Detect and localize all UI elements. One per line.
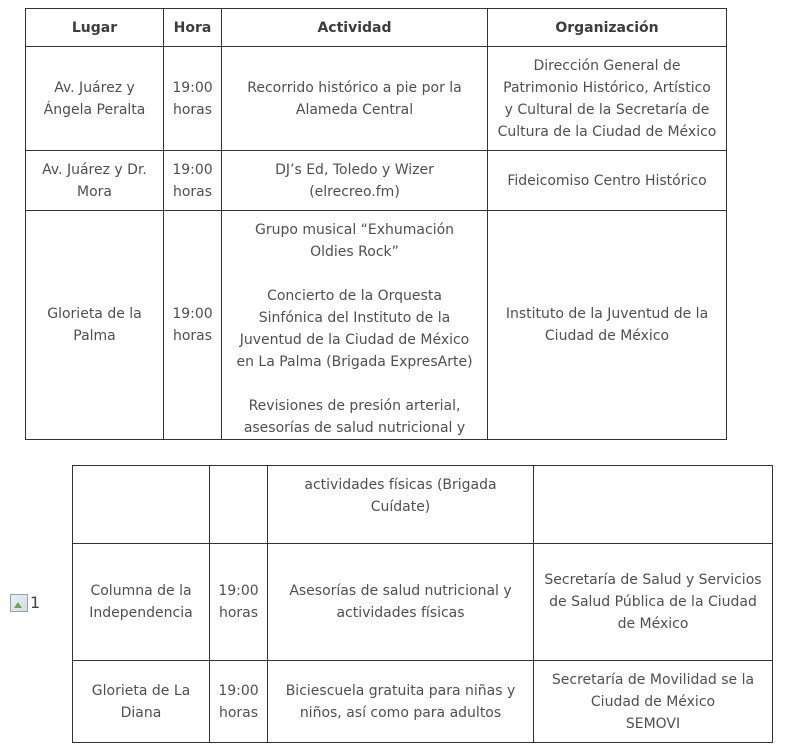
cell-lugar xyxy=(73,544,210,661)
cell-lugar xyxy=(73,661,210,743)
cell-line: en La Palma (Brigada ExpresArte) xyxy=(236,354,473,370)
cell-hora xyxy=(164,211,222,440)
table-row xyxy=(73,544,773,661)
cell-line: actividades físicas (Brigada xyxy=(304,477,497,493)
table-row xyxy=(73,466,773,544)
cell-line: Oldies Rock” xyxy=(310,244,399,260)
cell-line: Independencia xyxy=(89,605,193,621)
header-lugar: Lugar xyxy=(26,9,164,47)
cell-line: 19:00 xyxy=(172,161,213,178)
cell-line: niños, así como para adultos xyxy=(299,704,502,721)
cell-line: Alameda Central xyxy=(295,101,414,118)
cell-line: 19:00 xyxy=(218,682,259,699)
cell-line: actividades físicas xyxy=(336,605,465,621)
cell-line: Secretaría de Salud y Servicios xyxy=(544,572,762,588)
cell-line: Patrimonio Histórico, Artístico xyxy=(503,79,711,96)
cell-line: horas xyxy=(172,183,213,200)
cell-line: Cultura de la Ciudad de México xyxy=(497,123,717,140)
cell-lugar xyxy=(73,466,210,544)
cell-line: Instituto de la Juventud de la xyxy=(505,306,709,322)
cell-line: DJ’s Ed, Toledo y Wizer xyxy=(275,161,434,178)
cell-organizacion xyxy=(534,661,773,743)
cell-line: Av. Juárez y Dr. xyxy=(42,161,147,178)
cell-line: Grupo musical “Exhumación xyxy=(254,222,455,238)
cell-line: Biciescuela gratuita para niñas y xyxy=(285,682,516,699)
broken-image xyxy=(10,593,40,612)
cell-line: 19:00 xyxy=(218,583,259,599)
cell-line: Columna de la xyxy=(90,583,192,599)
cell-line: horas xyxy=(172,328,213,344)
cell-line: horas xyxy=(218,704,259,721)
cell-line: Cuídate) xyxy=(370,499,431,515)
cell-line: asesorías de salud nutricional y xyxy=(243,420,466,436)
cell-hora xyxy=(210,544,268,661)
cell-actividad xyxy=(222,151,488,211)
table-row xyxy=(73,661,773,743)
cell-line: Sinfónica del Instituto de la xyxy=(258,310,451,326)
cell-hora xyxy=(210,466,268,544)
cell-actividad xyxy=(222,211,488,440)
cell-hora xyxy=(210,661,268,743)
paragraph-gap xyxy=(228,373,481,395)
cell-organizacion xyxy=(488,47,727,151)
header-actividad: Actividad xyxy=(222,9,488,47)
cell-line: 19:00 xyxy=(172,79,213,96)
cell-actividad xyxy=(268,661,534,743)
table-row xyxy=(26,211,727,440)
header-organizacion: Organización xyxy=(488,9,727,47)
cell-line: SEMOVI xyxy=(625,715,681,732)
cell-line: Glorieta de la xyxy=(47,306,142,322)
events-table-part-1 xyxy=(25,8,727,440)
cell-line: Ciudad de México xyxy=(544,328,670,344)
cell-line: Ciudad de México xyxy=(590,693,716,710)
cell-line: horas xyxy=(218,605,259,621)
cell-line: Dirección General de xyxy=(533,57,681,74)
table-row xyxy=(26,151,727,211)
cell-actividad xyxy=(222,47,488,151)
cell-organizacion xyxy=(534,544,773,661)
table-row xyxy=(26,47,727,151)
paragraph-gap xyxy=(228,263,481,285)
cell-line: 19:00 xyxy=(172,306,213,322)
cell-line: Revisiones de presión arterial, xyxy=(248,398,461,414)
cell-line: Recorrido histórico a pie por la xyxy=(247,79,462,96)
cell-line: de Salud Pública de la Ciudad xyxy=(549,594,757,610)
cell-lugar xyxy=(26,151,164,211)
image-alt-text: 1 xyxy=(30,593,41,612)
cell-hora xyxy=(164,151,222,211)
cell-line: Av. Juárez y xyxy=(54,79,135,96)
cell-line: de México xyxy=(617,616,689,632)
cell-hora xyxy=(164,47,222,151)
cell-line: Mora xyxy=(77,183,112,200)
cell-line: y Cultural de la Secretaría de xyxy=(504,101,710,118)
events-table-part-2 xyxy=(72,465,773,743)
cell-line: Fideicomiso Centro Histórico xyxy=(507,172,707,189)
cell-actividad xyxy=(268,544,534,661)
cell-line: Ángela Peralta xyxy=(43,101,146,118)
cell-line: (elrecreo.fm) xyxy=(309,183,400,200)
cell-lugar xyxy=(26,211,164,440)
cell-line: Secretaría de Movilidad se la xyxy=(551,671,755,688)
cell-line: Diana xyxy=(120,704,162,721)
cell-lugar xyxy=(26,47,164,151)
cell-line: Glorieta de La xyxy=(91,682,191,699)
header-hora: Hora xyxy=(164,9,222,47)
cell-line: Palma xyxy=(73,328,116,344)
cell-organizacion xyxy=(488,151,727,211)
cell-organizacion xyxy=(534,466,773,544)
header-row xyxy=(26,9,727,47)
cell-line: Juventud de la Ciudad de México xyxy=(239,332,470,348)
cell-actividad xyxy=(268,466,534,544)
cell-line: Concierto de la Orquesta xyxy=(267,288,442,304)
cell-line: horas xyxy=(172,101,213,118)
image-icon xyxy=(10,594,28,612)
cell-line: Asesorías de salud nutricional y xyxy=(289,583,512,599)
cell-organizacion xyxy=(488,211,727,440)
